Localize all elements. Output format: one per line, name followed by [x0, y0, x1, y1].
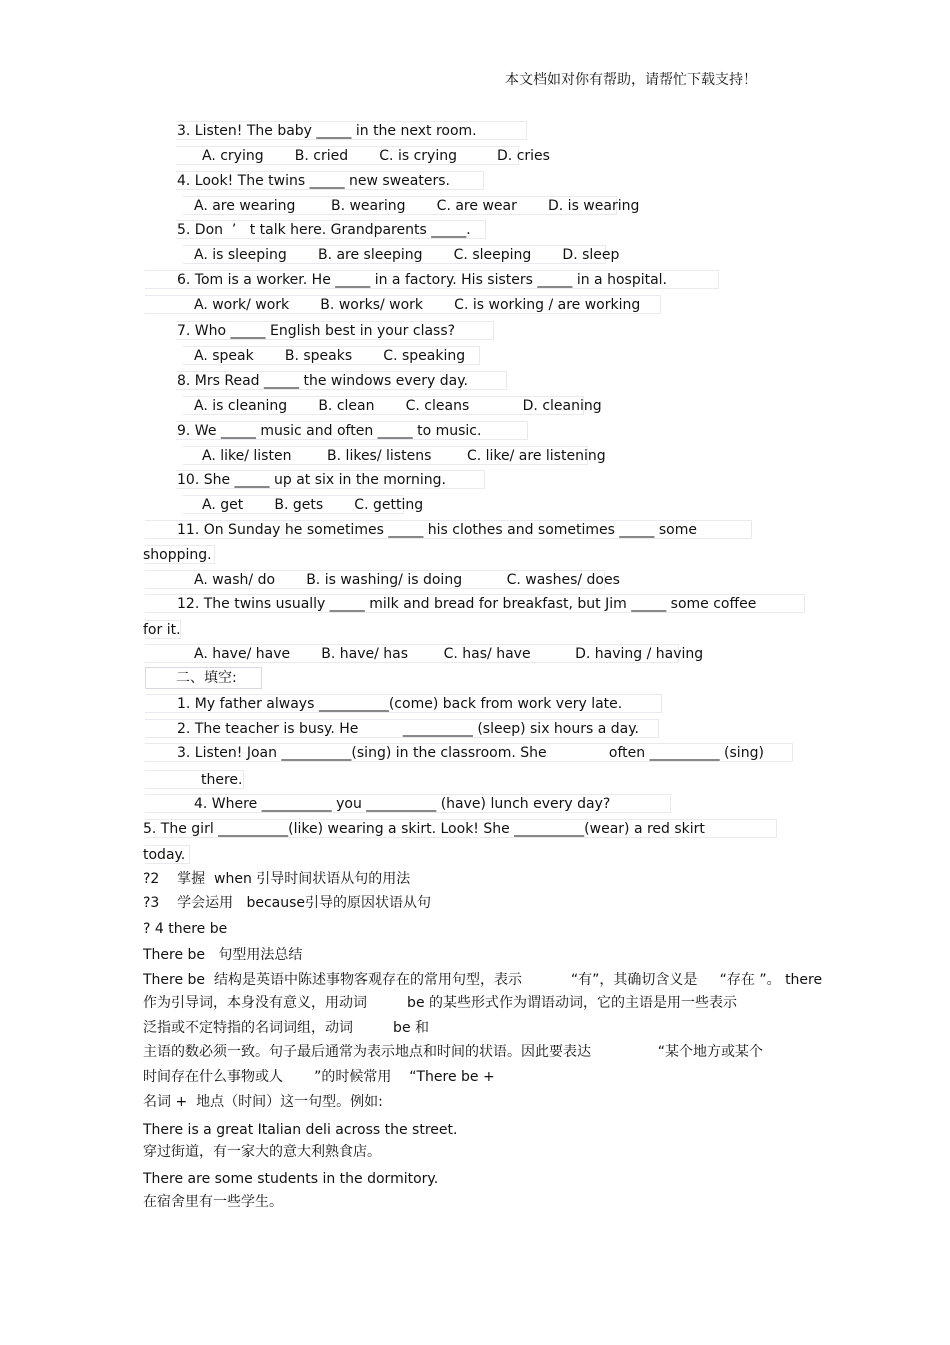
option-line: A. have/ have B. have/ has C. has/ have D. having / having	[194, 646, 704, 662]
example-sentence: There are some students in the dormitory.	[143, 1171, 439, 1187]
note-line: ?2 掌握 when 引导时间状语从句的用法	[143, 871, 411, 887]
note-line: 主语的数必须一致。句子最后通常为表示地点和时间的状语。因此要表达 “某个地方或某个	[143, 1044, 764, 1060]
option-line: A. get B. gets C. getting	[202, 497, 424, 513]
option-line: A. is sleeping B. are sleeping C. sleeping D. sleep	[194, 247, 620, 263]
note-line: 时间存在什么事物或人 ”的时候常用 “There be +	[143, 1069, 495, 1085]
fill-line: today.	[143, 847, 186, 863]
fill-line: 1. My father always __________(come) back from work very late.	[177, 696, 623, 712]
option-line: A. wash/ do B. is washing/ is doing C. washes/ does	[194, 572, 620, 588]
note-line: ?3 学会运用 because引导的原因状语从句	[143, 895, 432, 911]
question-line: 8. Mrs Read _____ the windows every day.	[177, 373, 468, 389]
option-line: A. is cleaning B. clean C. cleans D. cleaning	[194, 398, 602, 414]
example-sentence: There is a great Italian deli across the street.	[143, 1122, 458, 1138]
note-line: 名词 + 地点（时间）这一句型。例如:	[143, 1094, 383, 1110]
option-line: A. work/ work B. works/ work C. is working / are working	[194, 297, 641, 313]
question-line: 5. Don ’ t talk here. Grandparents _____.	[177, 222, 471, 238]
note-line: 作为引导词，本身没有意义，用动词 be 的某些形式作为谓语动词，它的主语是用一些表示	[143, 995, 737, 1011]
section-title: 二、填空:	[176, 670, 237, 686]
option-line: A. crying B. cried C. is crying D. cries	[202, 148, 550, 164]
fill-line: 5. The girl __________(like) wearing a skirt. Look! She __________(wear) a red skirt	[143, 821, 705, 837]
page-header-note: 本文档如对你有帮助，请帮忙下载支持！	[505, 72, 757, 88]
fill-line: there.	[201, 772, 243, 788]
question-line: 6. Tom is a worker. He _____ in a factory. His sisters _____ in a hospital.	[177, 272, 667, 288]
fill-line: 3. Listen! Joan __________(sing) in the classroom. She often __________ (sing)	[177, 745, 764, 761]
question-line: shopping.	[143, 547, 212, 563]
question-line: 3. Listen! The baby _____ in the next room.	[177, 123, 477, 139]
question-line: 12. The twins usually _____ milk and bread for breakfast, but Jim _____ some coffee	[177, 596, 757, 612]
fill-line: 4. Where __________ you __________ (have) lunch every day?	[194, 796, 611, 812]
option-line: A. like/ listen B. likes/ listens C. like/ are listening	[202, 448, 606, 464]
question-line: 9. We _____ music and often _____ to music.	[177, 423, 482, 439]
note-line: ? 4 there be	[143, 921, 228, 937]
option-line: A. speak B. speaks C. speaking	[194, 348, 466, 364]
note-heading: There be 句型用法总结	[143, 947, 303, 963]
option-line: A. are wearing B. wearing C. are wear D. is wearing	[194, 198, 640, 214]
question-line: 4. Look! The twins _____ new sweaters.	[177, 173, 450, 189]
question-line: 7. Who _____ English best in your class?	[177, 323, 456, 339]
example-translation: 在宿舍里有一些学生。	[143, 1194, 283, 1210]
note-line: There be 结构是英语中陈述事物客观存在的常用句型，表示 “有”，其确切含义是 “存在 ”。 there	[143, 972, 823, 988]
fill-line: 2. The teacher is busy. He __________ (sleep) six hours a day.	[177, 721, 639, 737]
note-line: 泛指或不定特指的名词词组，动词 be 和	[143, 1020, 430, 1036]
question-line: 11. On Sunday he sometimes _____ his clothes and sometimes _____ some	[177, 522, 697, 538]
example-translation: 穿过街道，有一家大的意大利熟食店。	[143, 1144, 381, 1160]
question-line: 10. She _____ up at six in the morning.	[177, 472, 446, 488]
question-line: for it.	[143, 622, 181, 638]
